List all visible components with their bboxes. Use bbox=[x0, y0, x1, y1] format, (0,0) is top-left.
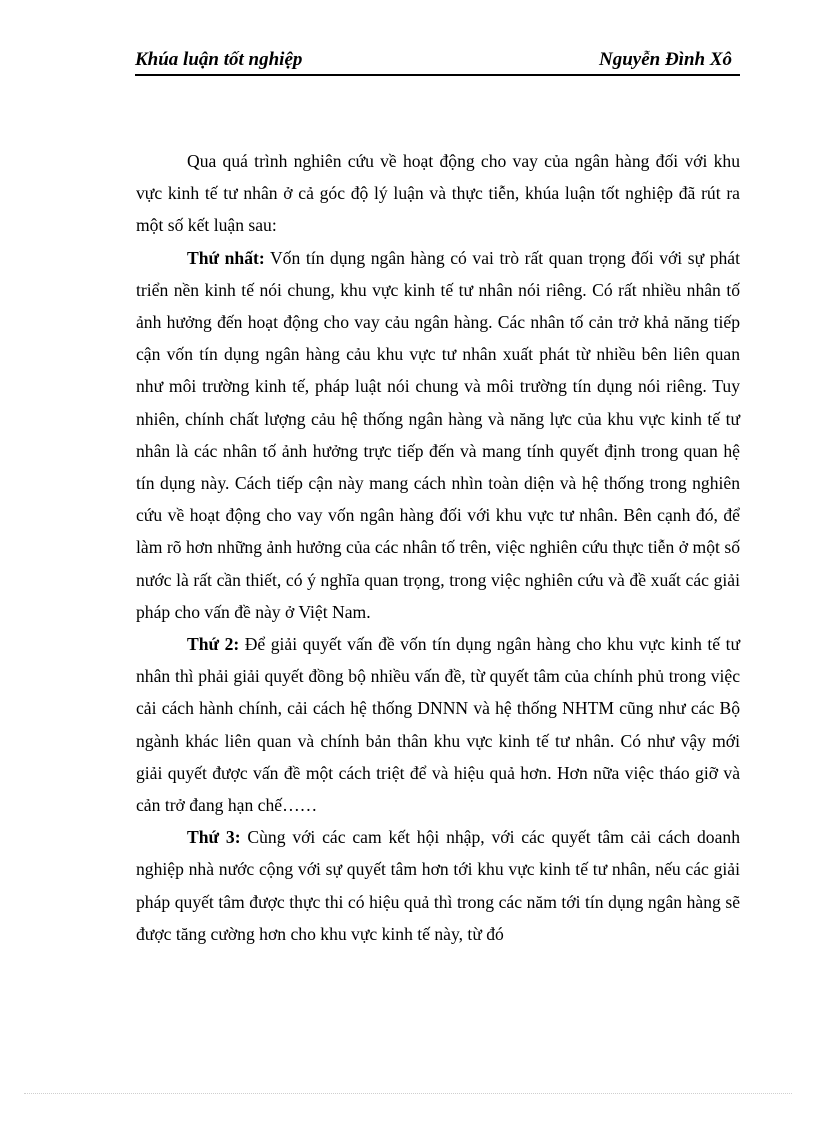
paragraph-text: Để giải quyết vấn đề vốn tín dụng ngân hàng cho khu vực kinh tế tư nhân thì phải giải quyết đồng bộ nhiều vấn đề, từ quyết tâm của chính phủ trong việc cải cách hành chính, cải cách hệ thống DNNN và hệ thống NHTM cũng như các Bộ ngành khác liên quan và chính bản thân khu vực kinh tế tư nhân. Có như vậy mới giải quyết được vấn đề một cách triệt để và hiệu quả hơn. Hơn nữa việc tháo giỡ và cản trở đang hạn chế…… bbox=[136, 634, 740, 816]
document-body bbox=[136, 145, 740, 950]
paragraph-text: Cùng với các cam kết hội nhập, với các quyết tâm cải cách doanh nghiệp nhà nước cộng với sự quyết tâm hơn tới khu vực kinh tế tư nhân, nếu các giải pháp quyết tâm được thực thi có hiệu quả thì trong các năm tới tín dụng ngân hàng sẽ được tăng cường hơn cho khu vực kinh tế này, từ đó bbox=[136, 827, 741, 944]
paragraph-second bbox=[136, 628, 740, 821]
header-thesis-title: Khúa luận tốt nghiệp bbox=[135, 49, 303, 70]
page-bottom-divider bbox=[24, 1093, 792, 1094]
paragraph-text: Qua quá trình nghiên cứu về hoạt động cho vay của ngân hàng đối với khu vực kinh tế tư nhân ở cả góc độ lý luận và thực tiễn, khúa luận tốt nghiệp đã rút ra một số kết luận sau: bbox=[136, 151, 740, 236]
paragraph-label: Thứ nhất: bbox=[187, 247, 265, 268]
paragraph-first bbox=[136, 242, 740, 628]
paragraph-label: Thứ 3: bbox=[187, 827, 241, 848]
paragraph-intro bbox=[136, 145, 740, 242]
page-header bbox=[135, 48, 740, 76]
paragraph-text: Vốn tín dụng ngân hàng có vai trò rất quan trọng đối với sự phát triển nền kinh tế nói chung, khu vực kinh tế tư nhân nói riêng. Có rất nhiều nhân tố ảnh hưởng đến hoạt động cho vay cảu ngân hàng. Các nhân tố cản trở khả năng tiếp cận vốn tín dụng ngân hàng cảu khu vực tư nhân xuất phát từ nhiều bên liên quan như môi trường kinh tế, pháp luật nói chung và môi trường tín dụng nói riêng. Tuy nhiên, chính chất lượng cảu hệ thống ngân hàng và năng lực của khu vực kinh tế tư nhân là các nhân tố ảnh hưởng trực tiếp đến và mang tính quyết định trong quan hệ tín dụng này. Cách tiếp cận này mang cách nhìn toàn diện và hệ thống trong nghiên cứu về hoạt động cho vay vốn ngân hàng đối với khu vực tư nhân. Bên cạnh đó, để làm rõ hơn những ảnh hưởng của các nhân tố trên, việc nghiên cứu thực tiễn ở một số nước là rất cần thiết, có ý nghĩa quan trọng, trong việc nghiên cứu và đề xuất các giải pháp cho vấn đề này ở Việt Nam. bbox=[136, 247, 740, 622]
paragraph-label: Thứ 2: bbox=[187, 634, 240, 655]
paragraph-third bbox=[136, 821, 740, 950]
header-author-name: Nguyễn Đình Xô bbox=[598, 49, 732, 70]
